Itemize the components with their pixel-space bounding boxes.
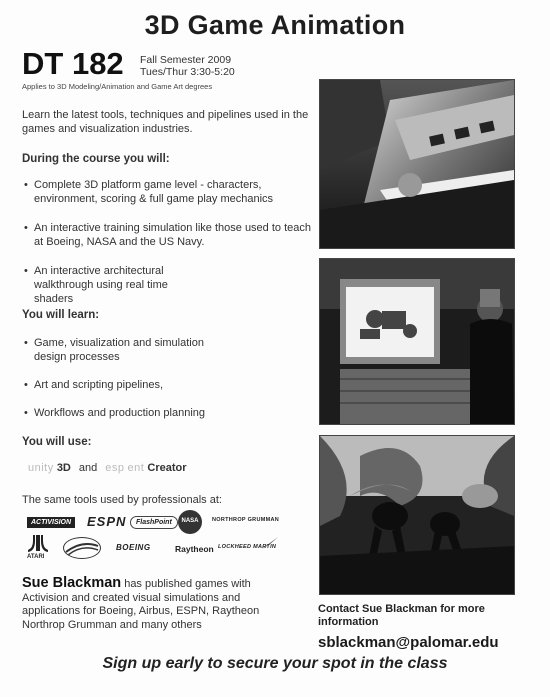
during-list (22, 178, 312, 321)
learn-list (22, 336, 312, 434)
meeting-times: Tues/Thur 3:30-5:20 (140, 66, 235, 78)
instructor-bio-text: has published games with Activision and created visual simulations and applications for Boeing, Airbus, ESPN, Raytheon Northrop Grumman and many others (22, 578, 260, 631)
semester: Fall Semester 2009 (140, 54, 232, 66)
tools-line (28, 462, 187, 474)
nasa-logo: NASA (178, 510, 202, 534)
list-item: • An interactive architectural walkthrough using real time shaders (22, 264, 209, 306)
atari-logo: ATARI (27, 535, 49, 561)
list-item: • Complete 3D platform game level - characters, environment, scoring & full game play mechanics (22, 178, 312, 206)
during-heading: During the course you will: (22, 153, 170, 165)
flashpoint-logo: FlashPoint (130, 516, 178, 529)
train-scene-graphic (320, 80, 514, 248)
signup-cta: Sign up early to secure your spot in the class (102, 655, 448, 672)
degree-note: Applies to 3D Modeling/Animation and Game Art degrees (22, 82, 213, 91)
contact-text: Contact Sue Blackman for more information (318, 603, 485, 628)
activision-logo: ACTIVISION (27, 517, 75, 528)
intro-text: Learn the latest tools, techniques and pipelines used in the games and visualization industries. (22, 109, 309, 135)
boeing-logo: BOEING (116, 543, 151, 552)
course-code-number: 182 (71, 46, 124, 81)
use-heading: You will use: (22, 436, 92, 448)
display-scene-graphic (320, 259, 514, 424)
course-code (22, 48, 124, 80)
jungle-scene-graphic (320, 436, 514, 594)
train-game-image (319, 79, 515, 249)
learn-heading: You will learn: (22, 309, 100, 321)
course-code-prefix: DT (22, 46, 64, 81)
airbus-logo (63, 537, 101, 559)
star-swoosh-icon (262, 537, 278, 551)
unity-logo: unity 3D (28, 462, 71, 474)
list-item: • Art and scripting pipelines, (22, 378, 312, 392)
contact-email[interactable]: sblackman@palomar.edu (318, 634, 499, 651)
esperient-logo: esp ent Creator (105, 462, 187, 474)
list-item: • An interactive training simulation like those used to teach at Boeing, NASA and the US Navy. (22, 221, 312, 249)
instructor-name: Sue Blackman (22, 575, 122, 591)
page-title: 3D Game Animation (144, 10, 406, 40)
list-item: • Game, visualization and simulation design processes (22, 336, 234, 364)
course-schedule (140, 54, 235, 78)
raytheon-logo: Raytheon (175, 544, 214, 554)
northrop-logo: NORTHROP GRUMMAN (212, 517, 280, 523)
airbus-icon (64, 538, 100, 558)
creature-game-image (319, 435, 515, 595)
and-text: and (78, 462, 98, 474)
atari-icon (27, 535, 49, 555)
professionals-text: The same tools used by professionals at: (22, 494, 222, 506)
espn-logo: ESPN (87, 514, 127, 529)
instructor-bio (22, 577, 262, 632)
list-item: • Workflows and production planning (22, 406, 312, 420)
lockheed-logo: LOCKHEED MARTIN (218, 544, 277, 550)
simulation-display-image (319, 258, 515, 425)
